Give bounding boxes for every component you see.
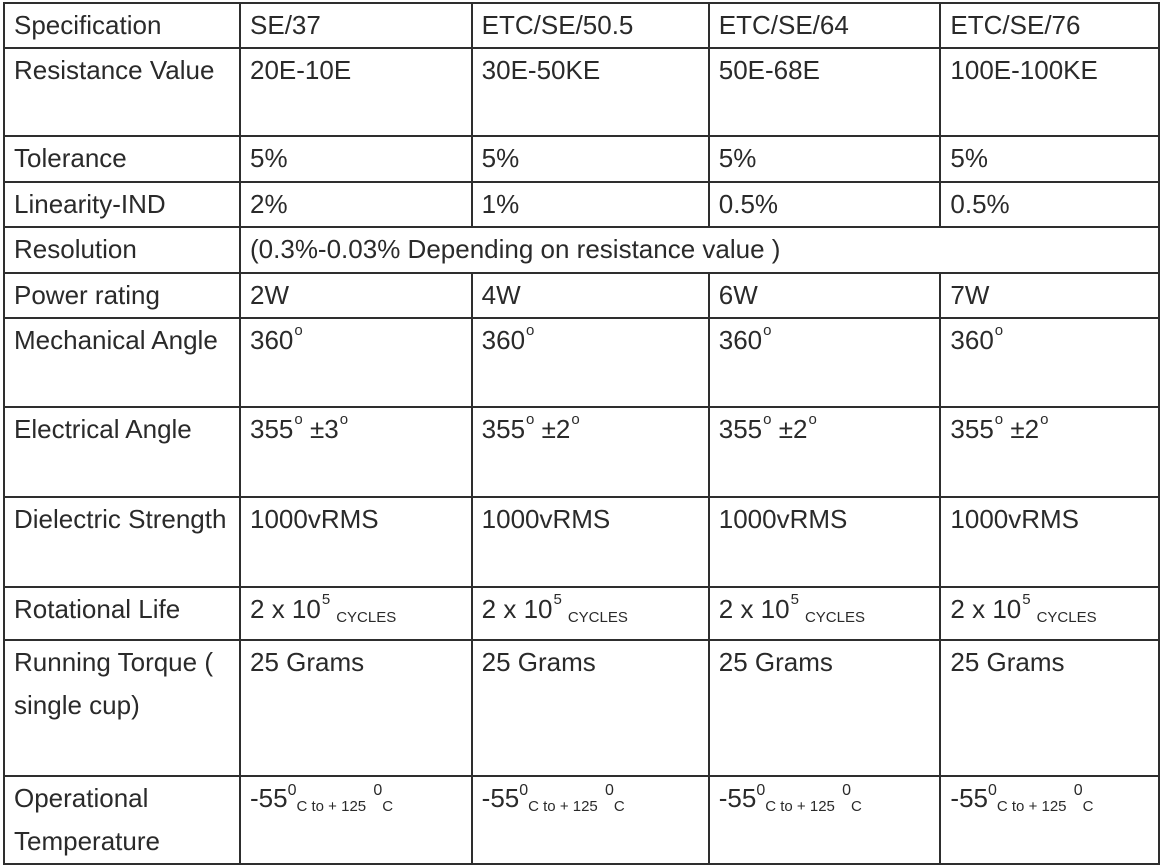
angle-tolerance: ±2 <box>541 414 571 444</box>
temp-unit: C <box>613 798 625 815</box>
resolution-value: (0.3%-0.03% Depending on resistance value ) <box>240 227 1159 273</box>
temp-unit: C <box>382 798 394 815</box>
cell-value: 6W <box>709 273 941 318</box>
angle-tolerance: ±2 <box>778 414 808 444</box>
rotational-life-row <box>4 587 1159 640</box>
cell-value: 2W <box>240 273 472 318</box>
cell-value <box>240 407 472 497</box>
degree-mark: 0 <box>287 782 297 799</box>
row-label: Running Torque ( single cup) <box>4 640 240 776</box>
cell-value <box>472 318 709 407</box>
degree-mark: 0 <box>987 782 997 799</box>
specification-table <box>3 2 1160 865</box>
cell-value: 1000vRMS <box>940 497 1159 587</box>
angle-value: 355 <box>718 414 763 444</box>
header-row <box>4 3 1159 48</box>
angle-tolerance: ±3 <box>309 414 339 444</box>
cell-value: 0.5% <box>709 182 941 227</box>
life-base: 2 x 10 <box>950 594 1022 624</box>
degree-mark: o <box>571 411 580 428</box>
cell-value: 1000vRMS <box>709 497 941 587</box>
cell-value <box>709 407 941 497</box>
temp-range-text: C to + 125 <box>296 798 367 815</box>
life-unit: CYCLES <box>567 609 628 626</box>
tolerance-row <box>4 136 1159 182</box>
cell-value: 30E-50KE <box>472 48 709 136</box>
temp-low: -55 <box>950 783 988 813</box>
cell-value: 5% <box>709 136 941 182</box>
row-label: Operational Temperature <box>4 776 240 864</box>
cell-value: 25 Grams <box>240 640 472 776</box>
angle-value: 355 <box>481 414 526 444</box>
cell-value <box>240 587 472 640</box>
life-exponent: 5 <box>553 591 562 608</box>
model-header: ETC/SE/50.5 <box>472 3 709 48</box>
degree-mark: 0 <box>1073 782 1083 799</box>
degree-mark: o <box>1040 411 1049 428</box>
temp-range-text: C to + 125 <box>765 798 835 815</box>
degree-mark: o <box>994 322 1004 339</box>
cell-value <box>240 776 472 864</box>
cell-value: 25 Grams <box>709 640 941 776</box>
cell-value: 2% <box>240 182 472 227</box>
life-exponent: 5 <box>321 591 331 608</box>
row-label: Rotational Life <box>4 587 240 640</box>
row-label: Resistance Value <box>4 48 240 136</box>
cell-value: 100E-100KE <box>940 48 1159 136</box>
life-unit: CYCLES <box>1036 609 1097 626</box>
angle-value: 360 <box>250 325 294 355</box>
model-header: SE/37 <box>240 3 472 48</box>
degree-mark: o <box>526 322 535 339</box>
resolution-row <box>4 227 1159 273</box>
cell-value: 4W <box>472 273 709 318</box>
cell-value <box>472 776 709 864</box>
row-label: Electrical Angle <box>4 407 240 497</box>
cell-value <box>709 318 941 407</box>
cell-value: 5% <box>940 136 1159 182</box>
cell-value <box>940 587 1159 640</box>
angle-tolerance: ±2 <box>1010 414 1040 444</box>
power-row <box>4 273 1159 318</box>
life-exponent: 5 <box>790 591 799 608</box>
row-label: Tolerance <box>4 136 240 182</box>
degree-mark: 0 <box>519 782 529 799</box>
angle-value: 355 <box>950 414 994 444</box>
cell-value: 1% <box>472 182 709 227</box>
degree-mark: o <box>339 411 349 428</box>
row-label: Resolution <box>4 227 240 273</box>
operational-temperature-row <box>4 776 1159 864</box>
temp-low: -55 <box>718 783 757 813</box>
temp-unit: C <box>851 798 862 815</box>
life-unit: CYCLES <box>336 609 397 626</box>
degree-mark: o <box>294 411 303 428</box>
cell-value <box>709 776 941 864</box>
temp-range-text: C to + 125 <box>528 798 598 815</box>
cell-value: 25 Grams <box>472 640 709 776</box>
degree-mark: 0 <box>605 782 614 799</box>
cell-value: 50E-68E <box>709 48 941 136</box>
temp-range-text: C to + 125 <box>996 798 1067 815</box>
row-label: Linearity-IND <box>4 182 240 227</box>
angle-value: 360 <box>718 325 763 355</box>
cell-value: 5% <box>472 136 709 182</box>
degree-mark: 0 <box>373 782 383 799</box>
row-label: Dielectric Strength <box>4 497 240 587</box>
row-label: Power rating <box>4 273 240 318</box>
angle-value: 360 <box>950 325 994 355</box>
cell-value <box>940 318 1159 407</box>
angle-value: 360 <box>481 325 526 355</box>
degree-mark: 0 <box>842 782 852 799</box>
cell-value <box>472 587 709 640</box>
linearity-row <box>4 182 1159 227</box>
spec-header-label: Specification <box>4 3 240 48</box>
mechanical-angle-row <box>4 318 1159 407</box>
temp-low: -55 <box>481 783 520 813</box>
row-label: Mechanical Angle <box>4 318 240 407</box>
angle-value: 355 <box>250 414 294 444</box>
cell-value <box>940 407 1159 497</box>
cell-value <box>709 587 941 640</box>
cell-value <box>472 407 709 497</box>
model-header: ETC/SE/76 <box>940 3 1159 48</box>
temp-unit: C <box>1082 798 1094 815</box>
running-torque-row <box>4 640 1159 776</box>
life-exponent: 5 <box>1022 591 1031 608</box>
model-header: ETC/SE/64 <box>709 3 941 48</box>
electrical-angle-row <box>4 407 1159 497</box>
cell-value: 20E-10E <box>240 48 472 136</box>
life-base: 2 x 10 <box>718 594 790 624</box>
resistance-row <box>4 48 1159 136</box>
degree-mark: o <box>763 322 772 339</box>
cell-value: 0.5% <box>940 182 1159 227</box>
cell-value: 7W <box>940 273 1159 318</box>
dielectric-row <box>4 497 1159 587</box>
life-base: 2 x 10 <box>250 594 321 624</box>
degree-mark: o <box>763 411 772 428</box>
cell-value: 5% <box>240 136 472 182</box>
degree-mark: o <box>526 411 535 428</box>
degree-mark: 0 <box>756 782 766 799</box>
cell-value: 1000vRMS <box>472 497 709 587</box>
temp-low: -55 <box>250 783 288 813</box>
life-base: 2 x 10 <box>481 594 553 624</box>
cell-value: 1000vRMS <box>240 497 472 587</box>
cell-value <box>940 776 1159 864</box>
degree-mark: o <box>808 411 817 428</box>
cell-value <box>240 318 472 407</box>
life-unit: CYCLES <box>804 609 865 626</box>
degree-mark: o <box>294 322 303 339</box>
degree-mark: o <box>994 411 1004 428</box>
cell-value: 25 Grams <box>940 640 1159 776</box>
